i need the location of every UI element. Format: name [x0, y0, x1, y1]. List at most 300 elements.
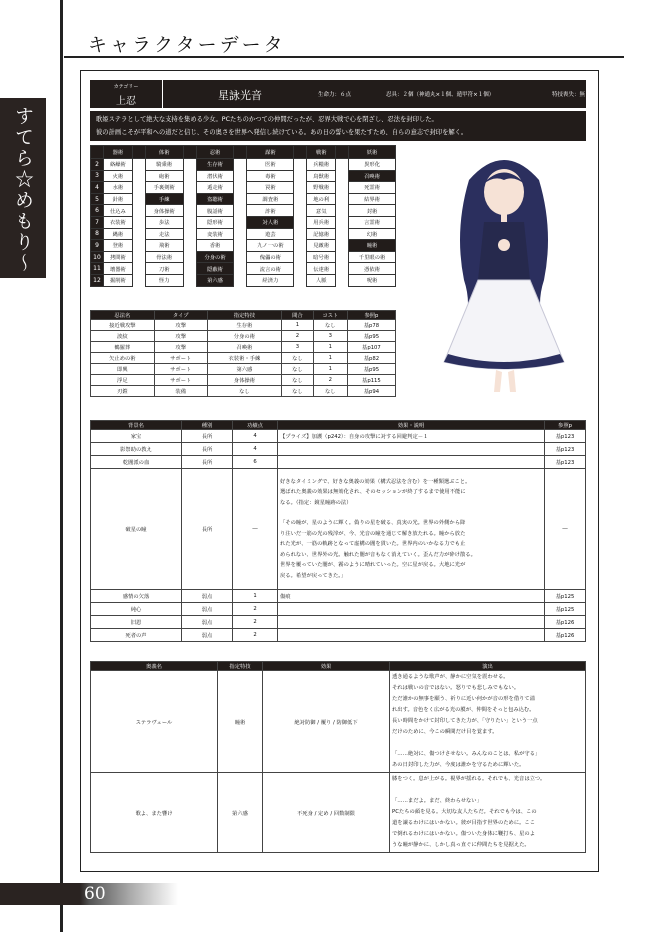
background-effect — [278, 430, 545, 443]
skill-gap — [336, 274, 349, 286]
background-header: 背景名 — [91, 421, 182, 430]
background-table — [90, 420, 586, 642]
background-type: 長所 — [182, 430, 233, 443]
direction-line: ただ誰かの無事を願う、祈りに近い何かが音の形を借りて溢 — [392, 696, 536, 702]
background-name: 乾闇派の血 — [91, 456, 182, 469]
background-ref: 基p123 — [545, 456, 586, 469]
background-points: 2 — [233, 629, 278, 642]
category-label: カテゴリー — [113, 84, 139, 90]
skill-category-header: 謀術 — [247, 146, 294, 159]
description-line: 歌姫ステラとして絶大な支持を集める少女。PCたちのかつての仲間だったが、忍界大戦で心を閉ざし、忍法を封印した。 — [96, 116, 438, 123]
direction-line: 膝をつく。息が上がる。視界が揺れる。それでも、光音は立つ。 — [392, 776, 546, 782]
skill-cell: 医術 — [247, 159, 294, 171]
skill-gap — [132, 205, 145, 217]
skill-gap — [294, 263, 307, 275]
character-portrait — [424, 140, 584, 400]
ninpo-cell: なし — [313, 320, 347, 331]
skill-gap — [234, 170, 247, 182]
page-line — [60, 0, 63, 932]
skill-gap — [336, 216, 349, 228]
background-row — [91, 590, 586, 603]
direction-line: れ出す。音色をく広がる光の膜が、仲間をそっと包み込む。 — [392, 707, 535, 713]
direction-line: 「……絶対に、傷つけさせない。みんなのことは、私が守る」 — [392, 751, 541, 757]
skill-cell: 掘削術 — [104, 274, 133, 286]
skill-cell: 兵糧術 — [307, 159, 336, 171]
background-ref: 基p123 — [545, 430, 586, 443]
ninpo-cell: 身体操術 — [207, 375, 281, 386]
ougi-direction — [390, 671, 586, 773]
ougi-row — [91, 773, 586, 853]
ninpo-cell: 1 — [313, 364, 347, 375]
skill-cell: 経済力 — [247, 274, 294, 286]
ninpo-cell: 接近戦攻撃 — [91, 320, 155, 331]
skill-cell: 手裏剣術 — [145, 182, 183, 194]
skill-cell: 野戦術 — [307, 182, 336, 194]
skill-roll-number: 10 — [91, 251, 104, 263]
effect-line: められない、世界外の光。触れた闇が音もなく消えていく。歪んだ力が砕け散る。 — [280, 551, 476, 558]
ougi-table — [90, 661, 586, 853]
skill-row — [91, 216, 396, 228]
background-ref: 基p126 — [545, 629, 586, 642]
background-points: 2 — [233, 603, 278, 616]
background-header: 効果・説明 — [278, 421, 545, 430]
ninpo-cell: 1 — [313, 353, 347, 364]
skill-row — [91, 240, 396, 252]
direction-line — [392, 785, 583, 796]
ninpo-cell: 第六感 — [207, 364, 281, 375]
skill-gap — [336, 228, 349, 240]
skill-gap — [132, 216, 145, 228]
skill-roll-number: 9 — [91, 240, 104, 252]
background-header: 功績点 — [233, 421, 278, 430]
skill-row — [91, 228, 396, 240]
skill-cell: 遁走術 — [196, 182, 234, 194]
skill-cell: 砲術 — [145, 170, 183, 182]
direction-line: あの日封印した力が、今度は誰かを守るために輝いた。 — [392, 762, 525, 768]
category-value: 上忍 — [116, 96, 136, 107]
background-points: 4 — [233, 430, 278, 443]
skill-gap — [294, 251, 307, 263]
skill-row — [91, 182, 396, 194]
ninpo-cell: サポート — [154, 375, 207, 386]
skill-cell: 衣装術 — [104, 216, 133, 228]
skill-cell: 香術 — [196, 240, 234, 252]
skill-cell: 呪術 — [349, 274, 396, 286]
ougi-header: 指定特技 — [218, 662, 263, 671]
direction-line — [392, 738, 583, 749]
skill-roll-number: 6 — [91, 205, 104, 217]
background-name: 死者の声 — [91, 629, 182, 642]
skill-cell: 火術 — [104, 170, 133, 182]
skill-gap — [234, 240, 247, 252]
ougi-row — [91, 671, 586, 773]
skill-cell: 第六感 — [196, 274, 234, 286]
skill-cell: 水術 — [104, 182, 133, 194]
skill-cell: 傀儡の術 — [247, 251, 294, 263]
skill-cell: 人脈 — [307, 274, 336, 286]
skill-gap — [183, 216, 196, 228]
background-row — [91, 456, 586, 469]
ninpo-row — [91, 320, 396, 331]
skill-cell: 結界術 — [349, 193, 396, 205]
skill-cell: 流言の術 — [247, 263, 294, 275]
skill-cell: 針術 — [104, 193, 133, 205]
skill-row — [91, 274, 396, 286]
skill-gap — [183, 274, 196, 286]
skills-corner — [91, 146, 104, 159]
ninpo-row — [91, 353, 396, 364]
ninpo-header: 間合 — [282, 311, 314, 320]
skill-cell: 壊器術 — [104, 263, 133, 275]
legs-shape — [494, 370, 516, 392]
background-points: ― — [233, 469, 278, 590]
skill-gap — [294, 205, 307, 217]
skill-cell: 歩法 — [145, 216, 183, 228]
neck-shape — [501, 212, 507, 222]
skill-cell: 仕込み — [104, 205, 133, 217]
ninpo-cell: 即興 — [91, 364, 155, 375]
skill-cell: 飛術 — [145, 240, 183, 252]
direction-line: うな瞳が静かに、しかし真っ直ぐに仲間たちを見据えた。 — [392, 842, 530, 848]
ougi-skill: 瞳術 — [218, 671, 263, 773]
skill-category-header: 忍術 — [196, 146, 234, 159]
skill-gap — [183, 228, 196, 240]
ninpo-cell: 3 — [282, 342, 314, 353]
background-name: 旧恩 — [91, 616, 182, 629]
skill-cell: 潜伏術 — [196, 170, 234, 182]
skill-gap — [132, 228, 145, 240]
effect-line: 好きなタイミングで、好きな奥義の効果（構式忍法を含む）を一種類選ぶこと。 — [280, 478, 471, 485]
background-row — [91, 443, 586, 456]
ougi-skill: 第六感 — [218, 773, 263, 853]
skill-gap — [294, 274, 307, 286]
ninpo-cell: 生存術 — [207, 320, 281, 331]
ninpo-cell: 分身の術 — [207, 331, 281, 342]
ninpo-cell: 3 — [313, 331, 347, 342]
skill-cell: 憑依術 — [349, 263, 396, 275]
skill-roll-number: 2 — [91, 159, 104, 171]
background-effect — [278, 590, 545, 603]
skill-gap-header — [132, 146, 145, 159]
background-points: 6 — [233, 456, 278, 469]
skill-roll-number: 12 — [91, 274, 104, 286]
skill-row — [91, 193, 396, 205]
skill-gap — [234, 263, 247, 275]
background-row — [91, 616, 586, 629]
skill-gap — [183, 240, 196, 252]
ninpo-cell: サポート — [154, 353, 207, 364]
ougi-name: 歌よ、また響け — [91, 773, 218, 853]
background-name: 影祭助の教え — [91, 443, 182, 456]
skill-gap — [234, 159, 247, 171]
skill-gap — [183, 182, 196, 194]
skill-cell: 盗聴術 — [196, 193, 234, 205]
ninpo-cell: 基p78 — [347, 320, 395, 331]
ninpo-row — [91, 331, 396, 342]
skill-cell: 調査術 — [247, 193, 294, 205]
skill-gap — [294, 159, 307, 171]
ninpo-cell: 攻撃 — [154, 342, 207, 353]
skill-cell: 刀術 — [145, 263, 183, 275]
skill-gap — [234, 274, 247, 286]
skill-gap — [234, 251, 247, 263]
skill-roll-number: 8 — [91, 228, 104, 240]
skill-cell: 走法 — [145, 228, 183, 240]
ninpo-cell: 2 — [313, 375, 347, 386]
skill-cell: 絡繰術 — [104, 159, 133, 171]
ougi-name: ステラヴェール — [91, 671, 218, 773]
background-row — [91, 469, 586, 590]
skill-row — [91, 159, 396, 171]
direction-line: だけのために、今この瞬間だけ目を覚ます。 — [392, 729, 498, 735]
skill-row — [91, 263, 396, 275]
skill-cell: 身体操術 — [145, 205, 183, 217]
effect-text: 【プライズ】加護（p242）：自身の攻撃に対する回避判定－１ — [280, 434, 429, 440]
background-ref: 基p126 — [545, 616, 586, 629]
skill-cell: 瞳術 — [349, 240, 396, 252]
skill-cell: 異形化 — [349, 159, 396, 171]
skill-cell: 意気 — [307, 205, 336, 217]
skill-cell: 地の利 — [307, 193, 336, 205]
skill-gap — [336, 251, 349, 263]
background-name: 純心 — [91, 603, 182, 616]
skill-gap — [132, 159, 145, 171]
skill-gap — [336, 182, 349, 194]
category-cell — [90, 80, 163, 108]
direction-line: 道を譲るわけにはいかない。彼が目指す世界のために。ここ — [392, 820, 536, 826]
background-row — [91, 430, 586, 443]
skill-cell: 罠術 — [247, 182, 294, 194]
ninpo-cell: 攻撃 — [154, 320, 207, 331]
background-type: 弱点 — [182, 616, 233, 629]
effect-line: 選ばれた奥義の効果は無効化され、そのセッションが終了するまで使用不能に — [280, 489, 466, 496]
skill-cell: 死霊術 — [349, 182, 396, 194]
skill-cell: 遊芸 — [247, 228, 294, 240]
skill-cell: 記憶術 — [307, 228, 336, 240]
skill-cell: 鳥獣術 — [307, 170, 336, 182]
background-effect — [278, 629, 545, 642]
skill-cell: 生存術 — [196, 159, 234, 171]
skill-cell: 腹話術 — [196, 205, 234, 217]
skill-row — [91, 205, 396, 217]
background-header: 参照p — [545, 421, 586, 430]
ougi-header: 効果 — [263, 662, 390, 671]
skill-cell: 言霊術 — [349, 216, 396, 228]
background-points: 4 — [233, 443, 278, 456]
ninja-tools: 忍具：２個（神通丸×１個、遁甲符×１個） — [386, 92, 495, 98]
direction-line: 「……まだよ。まだ、終わらせない」 — [392, 798, 482, 804]
background-ref: 基p125 — [545, 590, 586, 603]
background-type: 長所 — [182, 469, 233, 590]
ninpo-cell: なし — [313, 386, 347, 397]
ougi-header: 演出 — [390, 662, 586, 671]
ninpo-header: 忍法名 — [91, 311, 155, 320]
skill-cell: 九ノ一の術 — [247, 240, 294, 252]
direction-line: で倒れるわけにはいかない。傷ついた身体に鞭打ち、星のよ — [392, 831, 536, 837]
direction-line: それは戦いの音ではない。怒りでも悲しみでもない。 — [392, 685, 520, 691]
skill-category-header: 妖術 — [349, 146, 396, 159]
ninpo-cell: 刃鎧 — [91, 386, 155, 397]
skills-table — [90, 145, 396, 287]
background-effect — [278, 456, 545, 469]
background-header: 種別 — [182, 421, 233, 430]
skill-cell: 登術 — [104, 240, 133, 252]
ninpo-cell: 鵺羅葬 — [91, 342, 155, 353]
skill-cell: 詐術 — [247, 205, 294, 217]
skill-gap — [294, 240, 307, 252]
background-ref: 基p123 — [545, 443, 586, 456]
direction-line: 長い時間をかけて封印してきた力が、「守りたい」という一点 — [392, 718, 538, 724]
skill-cell: 千里眼の術 — [349, 251, 396, 263]
background-effect — [278, 443, 545, 456]
skill-gap-header — [234, 146, 247, 159]
skill-roll-number: 5 — [91, 193, 104, 205]
skill-cell: 伝達術 — [307, 263, 336, 275]
skill-gap — [294, 216, 307, 228]
skill-gap — [336, 240, 349, 252]
skill-cell: 隠蔽術 — [196, 263, 234, 275]
skill-category-header: 体術 — [145, 146, 183, 159]
ninpo-cell: 衣装術・手練 — [207, 353, 281, 364]
life-points: 生命力：６点 — [318, 92, 352, 98]
ninpo-cell: 波紋 — [91, 331, 155, 342]
background-points: 1 — [233, 590, 278, 603]
skill-gap — [183, 263, 196, 275]
skill-cell: 召喚術 — [349, 170, 396, 182]
effect-text: 傷痕 — [280, 594, 291, 600]
effect-line: 戻る。希望が戻ってきた。」 — [280, 572, 347, 579]
background-ref: 基p125 — [545, 603, 586, 616]
character-name: 星詠光音 — [218, 89, 262, 102]
ninpo-header: 参照p — [347, 311, 395, 320]
skill-cell: 拷問術 — [104, 251, 133, 263]
skill-gap — [294, 170, 307, 182]
background-effect — [278, 616, 545, 629]
title-rule — [64, 56, 624, 58]
ninpo-header: タイプ — [154, 311, 207, 320]
skill-gap — [132, 274, 145, 286]
ninpo-cell: 攻撃 — [154, 331, 207, 342]
skill-cell: 騎乗術 — [145, 159, 183, 171]
ninpo-row — [91, 342, 396, 353]
skill-gap — [183, 193, 196, 205]
ninpo-cell: 基p115 — [347, 375, 395, 386]
skill-gap — [234, 228, 247, 240]
background-points: 2 — [233, 616, 278, 629]
skill-gap — [234, 205, 247, 217]
ninpo-table — [90, 310, 396, 397]
skill-gap — [132, 240, 145, 252]
skill-cell: 暗号術 — [307, 251, 336, 263]
ougi-header: 奥義名 — [91, 662, 218, 671]
direction-line: 透き通るような歌声が、静かに空気を震わせる。 — [392, 674, 509, 680]
skill-cell: 封術 — [349, 205, 396, 217]
skill-cell: 怪力 — [145, 274, 183, 286]
ninpo-cell: 基p107 — [347, 342, 395, 353]
ninpo-cell: 基p82 — [347, 353, 395, 364]
skill-gap — [336, 193, 349, 205]
background-row — [91, 603, 586, 616]
skill-cell: 縄術 — [104, 228, 133, 240]
effect-line: り注いだ一筋の光の残滓が、今、光音の瞳を通じて解き放たれる。瞳から放た — [280, 530, 466, 537]
trait-loss: 特技喪失：無 — [551, 92, 585, 98]
skill-gap — [234, 193, 247, 205]
skill-row — [91, 170, 396, 182]
skill-cell: 隠形術 — [196, 216, 234, 228]
ninpo-cell: 基p94 — [347, 386, 395, 397]
background-type: 弱点 — [182, 590, 233, 603]
skill-gap — [183, 159, 196, 171]
character-header — [90, 80, 586, 108]
side-tab — [0, 98, 46, 278]
ninpo-cell: 召喚術 — [207, 342, 281, 353]
skill-gap — [234, 216, 247, 228]
skill-gap — [132, 193, 145, 205]
skill-gap-header — [183, 146, 196, 159]
background-type: 弱点 — [182, 629, 233, 642]
skill-roll-number: 4 — [91, 182, 104, 194]
ninpo-row — [91, 375, 396, 386]
background-type: 長所 — [182, 456, 233, 469]
ninpo-cell: 1 — [313, 342, 347, 353]
skill-gap — [183, 205, 196, 217]
background-name: 家宝 — [91, 430, 182, 443]
skill-row — [91, 251, 396, 263]
skill-gap — [294, 228, 307, 240]
background-row — [91, 629, 586, 642]
direction-line: PCたちの顔を見る。大切な友人たちだ。それでも今は、この — [392, 809, 537, 815]
ninpo-cell: 1 — [282, 320, 314, 331]
skill-cell: 毒術 — [247, 170, 294, 182]
ninpo-cell: なし — [282, 375, 314, 386]
ninpo-cell: なし — [282, 364, 314, 375]
skill-gap — [183, 170, 196, 182]
ninpo-cell: 装備 — [154, 386, 207, 397]
skill-roll-number: 11 — [91, 263, 104, 275]
effect-line: 「その瞳が、星のように輝く。偽りの星を破る、真実の光。世界の外側から降 — [280, 520, 466, 527]
ougi-effect: 不死身 / 定め / 回数制限 — [263, 773, 390, 853]
description-line: 彼の計画こそが平和への道だと信じ、その奥さを世界へ発信し続けている。あの日の誓いを果たすため、自らの意志で封印を解く。 — [96, 129, 468, 136]
skill-gap — [183, 251, 196, 263]
skill-gap — [294, 182, 307, 194]
background-type: 長所 — [182, 443, 233, 456]
skill-gap — [132, 170, 145, 182]
ninpo-row — [91, 386, 396, 397]
skill-cell: 幻術 — [349, 228, 396, 240]
ninpo-header: コスト — [313, 311, 347, 320]
ninpo-cell: 基p95 — [347, 364, 395, 375]
skill-gap — [336, 159, 349, 171]
skill-gap — [234, 182, 247, 194]
skill-gap-header — [336, 146, 349, 159]
skill-cell: 変装術 — [196, 228, 234, 240]
skill-gap — [336, 263, 349, 275]
effect-line: 世界を覆っていた闇が、霧のように晴れていった。空に星が戻る。大地に光が — [280, 562, 466, 569]
effect-line: なる。（指定：鏡星瞳跡の法） — [280, 499, 352, 506]
skill-gap — [336, 205, 349, 217]
skill-gap-header — [294, 146, 307, 159]
skill-gap — [294, 193, 307, 205]
effect-line: れた光が、一筋の軌跡となって虚構の闇を貫いた。世界内のいかなる力でも止 — [280, 541, 466, 548]
ninpo-cell: サポート — [154, 364, 207, 375]
skill-gap — [132, 263, 145, 275]
skill-category-header: 戦術 — [307, 146, 336, 159]
ougi-direction — [390, 773, 586, 853]
ougi-effect: 絶対防御 / 覆り / 防御低下 — [263, 671, 390, 773]
skill-cell: 分身の術 — [196, 251, 234, 263]
skill-roll-number: 7 — [91, 216, 104, 228]
hands-shape — [498, 239, 510, 251]
